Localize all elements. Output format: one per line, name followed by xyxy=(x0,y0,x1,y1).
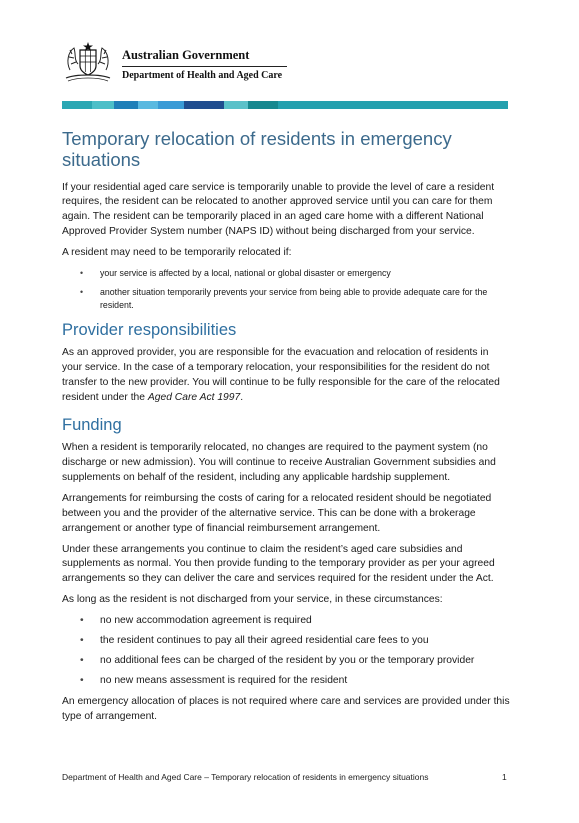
header-divider xyxy=(122,66,287,67)
color-bar-segment xyxy=(114,101,138,109)
funding-paragraph-4: As long as the resident is not discharged from your service, in these circumstances: xyxy=(62,594,443,606)
color-bar-segment xyxy=(62,101,92,109)
government-header xyxy=(62,38,322,90)
document-body xyxy=(62,128,510,731)
color-bar-segment xyxy=(138,101,158,109)
list-item: • another situation temporarily prevents your service from being able to provide adequate care for the resident. xyxy=(100,286,510,312)
list-item: • no additional fees can be charged of the resident by you or the temporary provider xyxy=(100,654,510,669)
color-bar-segment xyxy=(224,101,248,109)
funding-paragraph-3: Under these arrangements you continue to claim the resident’s aged care subsidies and supplements as normal. You then provide funding to the temporary provider as per your agreed arrangements so they can deliver the care and services required for the resident under the Act. xyxy=(62,543,495,585)
list-item: • the resident continues to pay all their agreed residential care fees to you xyxy=(100,634,510,649)
funding-paragraph-1: When a resident is temporarily relocated, no changes are required to the payment system (no discharge or new admission). You will continue to receive Australian Government subsidies and supplements on behalf of the resident, including any applicable hardship supplement. xyxy=(62,442,496,483)
page-title: Temporary relocation of residents in emergency situations xyxy=(62,128,452,171)
color-bar-segment xyxy=(184,101,224,109)
decorative-color-bar xyxy=(62,101,508,109)
relocation-reasons-list xyxy=(62,267,510,311)
list-item: • no new accommodation agreement is required xyxy=(100,614,510,629)
department-name: Department of Health and Aged Care xyxy=(122,70,283,81)
provider-paragraph: As an approved provider, you are responsible for the evacuation and relocation of residents in your service. In the case of a temporary relocation, your responsibilities for the resident do not transfer to the new provider. You will continue to be fully responsible for the care of the relocated resident under the Aged Care Act 1997. xyxy=(62,347,500,404)
act-name: Aged Care Act 1997 xyxy=(147,392,241,404)
footer-text: Department of Health and Aged Care – Temporary relocation of residents in emergency situations xyxy=(62,772,429,782)
color-bar-segment xyxy=(278,101,508,109)
page-number: 1 xyxy=(502,772,507,782)
intro-lead-in: A resident may need to be temporarily relocated if: xyxy=(62,247,292,259)
list-item: • no new means assessment is required for the resident xyxy=(100,674,510,689)
government-name: Australian Government xyxy=(122,48,250,62)
intro-paragraph: If your residential aged care service is temporarily unable to provide the level of care a resident requires, the resident can be relocated to another approved service until you can care for them again. The resident can be temporarily placed in an aged care home with a different National Approved Provider System number (NAPS ID) without being discharged from your service. xyxy=(62,181,495,238)
funding-paragraph-2: Arrangements for reimbursing the costs of caring for a relocated resident should be negotiated between you and the provider of the alternative service. This can be done with a brokerage arrangement or another type of financial reimbursement arrangement. xyxy=(62,492,492,534)
funding-paragraph-5: An emergency allocation of places is not required where care and services are provided under this type of arrangement. xyxy=(62,695,510,722)
list-item: • your service is affected by a local, national or global disaster or emergency xyxy=(100,267,510,280)
circumstances-list xyxy=(62,614,510,689)
color-bar-segment xyxy=(158,101,184,109)
funding-heading: Funding xyxy=(62,416,122,435)
coat-of-arms-icon xyxy=(62,40,114,84)
provider-heading: Provider responsibilities xyxy=(62,321,237,340)
color-bar-segment xyxy=(92,101,114,109)
color-bar-segment xyxy=(248,101,278,109)
